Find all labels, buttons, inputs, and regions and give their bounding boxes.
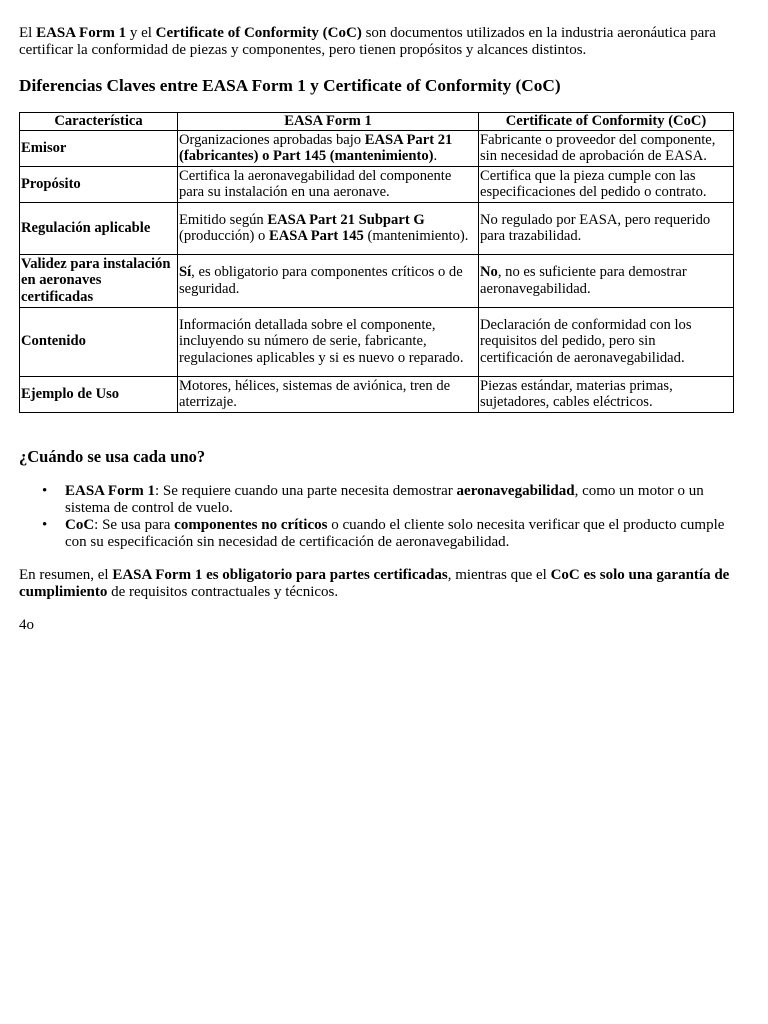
intro-paragraph (19, 25, 733, 59)
text-segment: Organizaciones aprobadas bajo (179, 131, 365, 148)
form1-cell (178, 130, 479, 166)
comparison-heading: Diferencias Claves entre EASA Form 1 y Certificate of Conformity (CoC) (19, 76, 561, 95)
intro-text: El (19, 25, 37, 41)
bold-text: EASA Part 145 (268, 228, 364, 244)
text-segment: , como un motor o un sistema de control de vuelo. (65, 482, 704, 516)
form1-cell (178, 307, 479, 376)
bold-text: Sí (179, 264, 192, 280)
text-segment: (mantenimiento). (363, 228, 469, 244)
table-row (20, 202, 734, 254)
bold-text: No (480, 264, 498, 280)
coc-cell (479, 376, 734, 412)
text-segment: Piezas estándar, materias primas, sujetadores, cables eléctricos. (480, 377, 673, 410)
text-segment: Información detallada sobre el componente, incluyendo su número de serie, fabricante, regulaciones aplicables y si es nuevo o reparado. (179, 316, 464, 366)
text-segment: (producción) o (179, 228, 269, 244)
bold-text: aeronavegabilidad (456, 482, 575, 499)
bold-text: EASA Part 21 (fabricantes) o Part 145 (mantenimiento) (179, 131, 453, 164)
form1-cell (178, 166, 479, 202)
uses-list (19, 483, 733, 551)
text-segment: : Se requiere cuando una parte necesita demostrar (155, 482, 457, 499)
intro-coc: Certificate of Conformity (CoC) (155, 25, 362, 41)
summary-paragraph (19, 567, 733, 601)
text-segment: , no es suficiente para demostrar aeronavegabilidad. (480, 264, 687, 297)
table-header-row (20, 113, 734, 131)
table-row (20, 254, 734, 307)
row-label: Propósito (20, 166, 178, 202)
coc-cell (479, 202, 734, 254)
table-row (20, 166, 734, 202)
list-item (65, 483, 733, 517)
row-label: Ejemplo de Uso (20, 376, 178, 412)
text-segment: Emitido según (179, 211, 268, 228)
column-header: Certificate of Conformity (CoC) (479, 113, 734, 131)
document (19, 25, 733, 634)
intro-text: son documentos utilizados en la industria aeronáutica para certificar la conformidad de piezas y componentes, pero tienen propósitos y alcances distintos. (19, 25, 716, 58)
footer-label: 4o (19, 616, 34, 633)
text-segment: Declaración de conformidad con los requisitos del pedido, pero sin certificación de aeronavegabilidad. (480, 316, 692, 366)
bold-text: CoC es solo una garantía de cumplimiento (19, 566, 730, 600)
text-segment: de requisitos contractuales y técnicos. (107, 583, 339, 600)
comparison-table (19, 112, 734, 413)
list-item (65, 517, 733, 551)
intro-easa-form-1: EASA Form 1 (36, 25, 127, 41)
row-label: Contenido (20, 307, 178, 376)
bold-text: EASA Form 1 es obligatorio para partes certificadas (112, 566, 448, 583)
row-label: Validez para instalación en aeronaves certificadas (20, 254, 178, 307)
bold-text: CoC (65, 516, 95, 533)
bold-text: componentes no críticos (174, 516, 328, 533)
uses-heading: ¿Cuándo se usa cada uno? (19, 446, 206, 466)
form1-cell (178, 202, 479, 254)
text-segment: : Se usa para (94, 516, 175, 533)
coc-cell (479, 130, 734, 166)
text-segment: , mientras que el (447, 566, 551, 583)
row-label: Regulación aplicable (20, 202, 178, 254)
column-header: Característica (20, 113, 178, 131)
form1-cell (178, 254, 479, 307)
table-row (20, 130, 734, 166)
table-row (20, 376, 734, 412)
text-segment: No regulado por EASA, pero requerido para trazabilidad. (480, 211, 711, 244)
row-label: Emisor (20, 130, 178, 166)
text-segment: , es obligatorio para componentes críticos o de seguridad. (179, 264, 463, 297)
column-header: EASA Form 1 (178, 113, 479, 131)
text-segment: o cuando el cliente solo necesita verificar que el producto cumple con su especificación sin necesidad de certificación de aeronavegabilidad. (65, 516, 725, 550)
bold-text: EASA Form 1 (65, 482, 155, 499)
text-segment: Certifica la aeronavegabilidad del componente para su instalación en una aeronave. (179, 167, 452, 200)
intro-text: y el (126, 25, 156, 41)
form1-cell (178, 376, 479, 412)
table-row (20, 307, 734, 376)
coc-cell (479, 166, 734, 202)
text-segment: Fabricante o proveedor del componente, sin necesidad de aprobación de EASA. (480, 131, 716, 164)
text-segment: Motores, hélices, sistemas de aviónica, tren de aterrizaje. (179, 377, 451, 410)
coc-cell (479, 254, 734, 307)
coc-cell (479, 307, 734, 376)
text-segment: . (433, 148, 438, 164)
text-segment: En resumen, el (19, 566, 113, 583)
bold-text: EASA Part 21 Subpart G (267, 211, 425, 228)
text-segment: Certifica que la pieza cumple con las especificaciones del pedido o contrato. (480, 167, 707, 200)
